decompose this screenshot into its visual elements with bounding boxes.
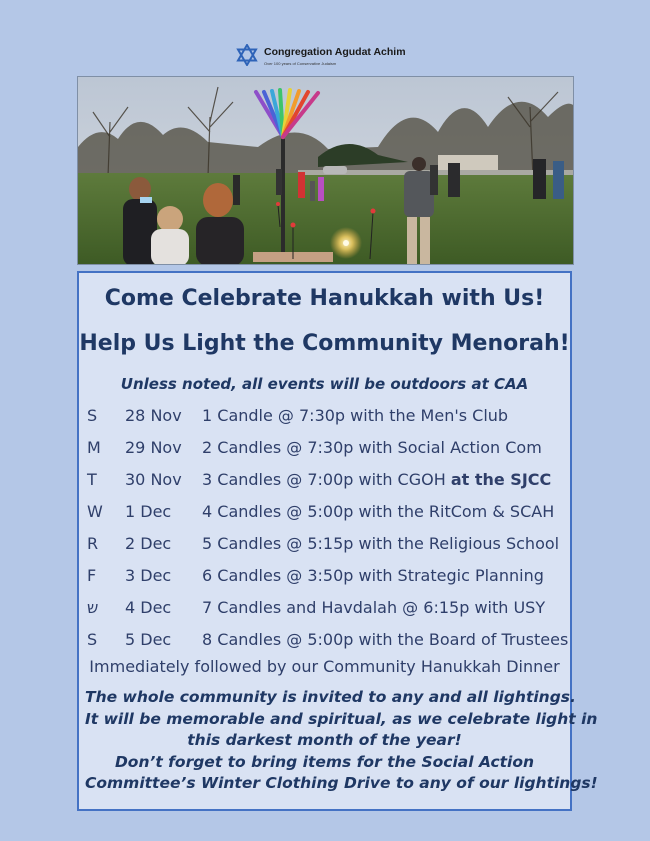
schedule-row — [79, 564, 570, 596]
schedule-row — [79, 436, 570, 468]
schedule-date: 1 Dec — [125, 502, 172, 521]
location-note: Unless noted, all events will be outdoors at CAA — [120, 375, 529, 393]
schedule-event: 1 Candle @ 7:30p with the Men's Club — [202, 406, 509, 425]
schedule-row — [79, 628, 570, 660]
schedule-day: M — [87, 438, 101, 457]
closing-line: The whole community is invited to any and all lightings. — [85, 688, 576, 706]
menorah-photo-illustration — [78, 77, 574, 265]
schedule-event: 6 Candles @ 3:50p with Strategic Planning — [202, 566, 544, 585]
schedule-day: ש — [87, 598, 99, 617]
schedule-date: 3 Dec — [125, 566, 172, 585]
event-card — [77, 271, 598, 811]
closing-message — [85, 687, 598, 795]
org-header — [236, 44, 426, 70]
schedule-day: F — [87, 566, 97, 585]
schedule-row — [79, 596, 570, 628]
closing-line: this darkest month of the year! — [187, 731, 462, 749]
closing-line: Don’t forget to bring items for the Social Action — [114, 752, 535, 771]
schedule-date: 4 Dec — [125, 598, 172, 617]
schedule-event: 3 Candles @ 7:00p with CGOH at the SJCC — [202, 470, 552, 489]
schedule-day: T — [87, 470, 97, 489]
schedule-event: 4 Candles @ 5:00p with the RitCom & SCAH — [202, 502, 555, 521]
closing-line: It will be memorable and spiritual, as we celebrate light in — [85, 709, 598, 728]
schedule-event: 2 Candles @ 7:30p with Social Action Com — [202, 438, 542, 457]
schedule-date: 30 Nov — [125, 470, 182, 489]
schedule-day: R — [87, 534, 99, 553]
closing-line: Committee’s Winter Clothing Drive to any of our lightings! — [85, 774, 598, 792]
star-of-david-icon — [236, 44, 258, 66]
schedule-row — [79, 532, 570, 564]
schedule-date: 29 Nov — [125, 438, 182, 457]
schedule-event: 5 Candles @ 5:15p with the Religious School — [202, 534, 560, 553]
dinner-note: Immediately followed by our Community Hanukkah Dinner — [89, 657, 560, 676]
schedule-date: 2 Dec — [125, 534, 172, 553]
schedule-date: 5 Dec — [125, 630, 172, 649]
menorah-photo — [77, 76, 574, 265]
schedule-day: S — [87, 406, 98, 425]
schedule-date: 28 Nov — [125, 406, 182, 425]
schedule-row — [79, 404, 570, 436]
org-tagline: Over 100 years of Conservative Judaism — [264, 61, 337, 66]
schedule-day: S — [87, 630, 98, 649]
schedule-event: 7 Candles and Havdalah @ 6:15p with USY — [202, 598, 546, 617]
page-subtitle: Help Us Light the Community Menorah! — [79, 331, 570, 356]
org-name: Congregation Agudat Achim — [264, 46, 406, 58]
schedule-row — [79, 500, 570, 532]
schedule-event: 8 Candles @ 5:00p with the Board of Trustees — [202, 630, 569, 649]
schedule-day: W — [87, 502, 103, 521]
schedule-row — [79, 468, 570, 500]
page-title: Come Celebrate Hanukkah with Us! — [104, 286, 545, 311]
